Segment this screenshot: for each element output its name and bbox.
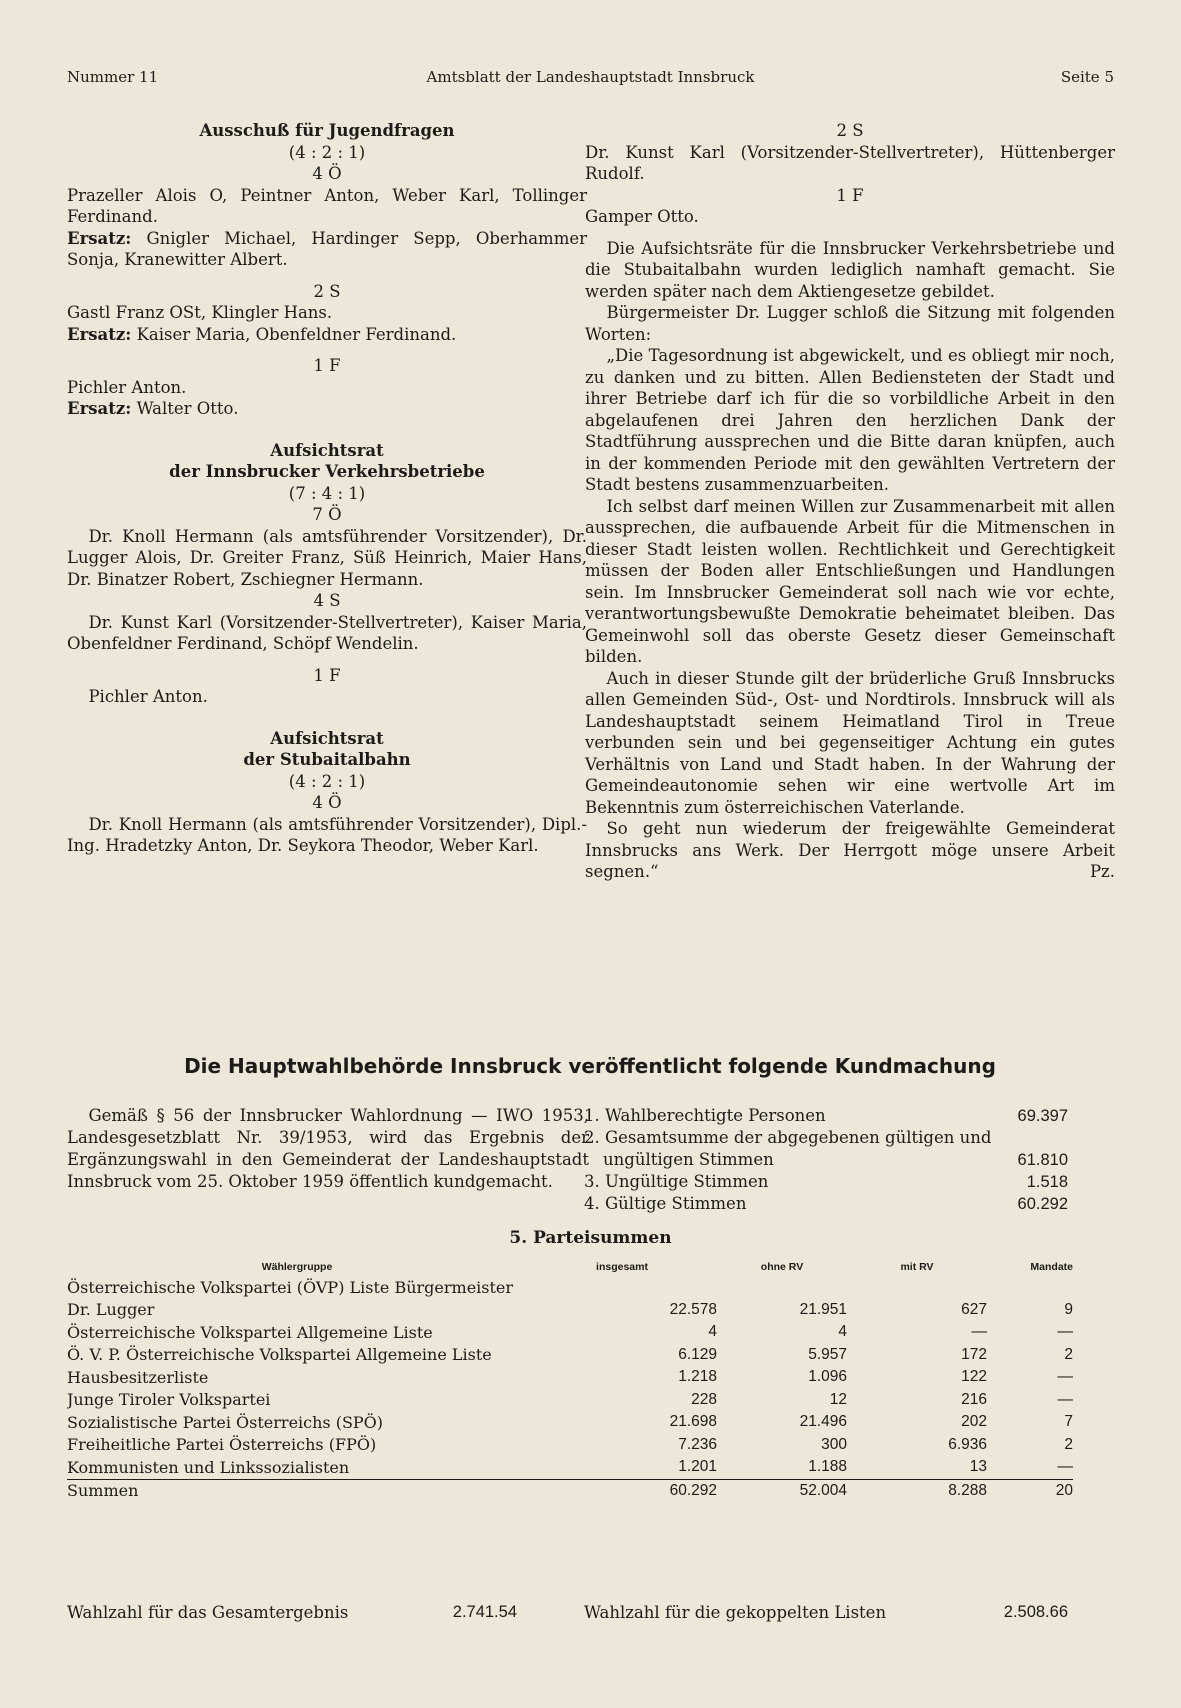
stat-row (584, 1193, 1068, 1215)
table-row (67, 1456, 1073, 1479)
wahlzahl-coupled-value: 2.508.66 (1003, 1603, 1068, 1621)
col-header: Wählergruppe (261, 1261, 333, 1273)
group-head: 1 F (836, 185, 864, 205)
group-head: 7 Ö (312, 505, 342, 524)
ersatz-members: Gnigler Michael, Hardinger Sepp, Oberhammer Sonja, Kranewitter Albert. (67, 228, 587, 269)
cell-mandate (987, 1276, 1073, 1299)
cell-total: 22.578 (669, 1300, 717, 1318)
members: Dr. Knoll Hermann (als amtsführender Vorsitzender), Dipl.-Ing. Hradetzky Anton, Dr. Seykora Theodor, Weber Karl. (67, 814, 587, 855)
cell-total: 1.218 (678, 1368, 717, 1386)
issue-number: Nummer 11 (67, 68, 159, 86)
stat-value: 1.518 (1026, 1173, 1068, 1191)
members: Gamper Otto. (585, 207, 699, 226)
stat-label: 1. Wahlberechtigte Personen (584, 1106, 826, 1125)
members: Pichler Anton. (88, 687, 208, 706)
cell-mandate: — (1057, 1368, 1073, 1386)
notice-title: Die Hauptwahlbehörde Innsbruck veröffentlicht folgende Kundmachung (184, 1054, 996, 1078)
publication-title: Amtsblatt der Landeshauptstadt Innsbruck (426, 68, 755, 86)
group-head: 4 Ö (312, 793, 342, 812)
table-row (67, 1344, 1073, 1367)
cell-mit-rv: 122 (961, 1368, 987, 1386)
paragraph: Auch in dieser Stunde gilt der brüderliche Gruß Innsbrucks allen Gemeinden Süd-, Ost- und Nordtirols. Innsbruck will als Landeshauptstadt seinem Heimatland Tirol in Treue verbunden sein und bei gegenseitiger Achtung ein gutes Verhältnis von Land und Stadt haben. In der Wahrung der Gemeindeautonomie sehen wir eine wertvolle Art im Bekenntnis zum österreichischen Vaterlande. (585, 668, 1115, 817)
cell-mandate: — (1057, 1323, 1073, 1341)
cell-total (527, 1276, 717, 1299)
sum-label: Summen (67, 1479, 527, 1502)
table-row (67, 1389, 1073, 1412)
table-header-row (67, 1258, 1073, 1276)
cell-ohne-rv (717, 1276, 847, 1299)
ratio: (4 : 2 : 1) (288, 771, 366, 791)
stat-label: 3. Ungültige Stimmen (584, 1172, 769, 1191)
section-title: Aufsichtsrat (270, 728, 384, 748)
members: Gastl Franz OSt, Klingler Hans. (67, 303, 333, 322)
left-column (67, 120, 587, 857)
col-header: mit RV (900, 1261, 934, 1273)
ersatz-line (67, 398, 587, 420)
stat-row (584, 1171, 1068, 1193)
cell-mit-rv: — (971, 1323, 987, 1341)
sum-ohne-rv: 52.004 (717, 1479, 847, 1502)
ersatz-members: Walter Otto. (136, 399, 239, 418)
table-row (67, 1321, 1073, 1344)
wahlzahl-coupled-label: Wahlzahl für die gekoppelten Listen (584, 1603, 887, 1622)
members: Dr. Knoll Hermann (als amtsführender Vorsitzender), Dr. Lugger Alois, Dr. Greiter Franz, Süß Heinrich, Maier Hans, Dr. Binatzer Robert, Zschiegner Hermann. (67, 526, 587, 589)
cell-total: 21.698 (669, 1413, 717, 1431)
wahlzahl-total-value: 2.741.54 (452, 1603, 517, 1621)
cell-mit-rv: 13 (969, 1458, 987, 1476)
cell-mit-rv (847, 1276, 987, 1299)
page-number: Seite 5 (1060, 68, 1114, 86)
cell-ohne-rv: 1.188 (808, 1458, 847, 1476)
party-name: Hausbesitzerliste (67, 1367, 209, 1387)
group-head: 1 F (313, 356, 341, 375)
stat-row (584, 1127, 1068, 1149)
stat-label: 4. Gültige Stimmen (584, 1194, 747, 1213)
cell-mandate: 7 (1064, 1413, 1073, 1431)
cell-total: 6.129 (678, 1345, 717, 1363)
section-subtitle: der Stubaitalbahn (243, 750, 411, 769)
paragraph (585, 818, 1115, 883)
stat-value: 69.397 (1017, 1107, 1068, 1125)
table-row (67, 1411, 1073, 1434)
sum-mit-rv: 8.288 (847, 1479, 987, 1502)
ersatz-label: Ersatz: (67, 324, 132, 344)
cell-ohne-rv: 12 (829, 1390, 847, 1408)
cell-mandate: 2 (1064, 1345, 1073, 1363)
cell-total: 1.201 (678, 1458, 717, 1476)
ersatz-line (67, 324, 587, 346)
paragraph: „Die Tagesordnung ist abgewickelt, und es obliegt mir noch, zu danken und zu bitten. Allen Bediensteten der Stadt und ihrer Betriebe darf ich für die so vorbildliche Arbeit in den abgelaufenen drei Jahren den herzlichen Dank der Stadtführung aussprechen und die Bitte daran knüpfen, auch in der kommenden Periode mit den gewählten Vertretern der Stadt bestens zusammenzuarbeiten. (585, 346, 1115, 494)
table-row (67, 1299, 1073, 1322)
party-name: Junge Tiroler Volkspartei (67, 1390, 271, 1410)
party-name: Österreichische Volkspartei (ÖVP) Liste Bürgermeister (67, 1277, 514, 1297)
right-column (585, 120, 1115, 883)
cell-total: 228 (691, 1390, 717, 1408)
cell-ohne-rv: 300 (821, 1435, 847, 1453)
cell-mit-rv: 216 (961, 1390, 987, 1408)
group-head: 4 S (313, 591, 341, 610)
cell-ohne-rv: 21.496 (799, 1413, 847, 1431)
group-head: 2 S (313, 281, 341, 301)
closing-text: So geht nun wiederum der freigewählte Gemeinderat Innsbrucks ans Werk. Der Herrgott möge unsere Arbeit segnen.“ (585, 819, 1115, 881)
sum-mandate: 20 (987, 1479, 1073, 1502)
stats-list (584, 1105, 1068, 1215)
ratio: (7 : 4 : 1) (288, 483, 366, 503)
cell-ohne-rv: 5.957 (808, 1345, 847, 1363)
paragraph: Bürgermeister Dr. Lugger schloß die Sitzung mit folgenden Worten: (585, 303, 1115, 344)
ersatz-label: Ersatz: (67, 228, 132, 248)
members: Prazeller Alois O, Peintner Anton, Weber Karl, Tollinger Ferdinand. (67, 185, 587, 226)
party-name: Freiheitliche Partei Österreichs (FPÖ) (67, 1435, 377, 1455)
section-heading: 5. Parteisummen (509, 1228, 672, 1248)
members: Dr. Kunst Karl (Vorsitzender-Stellvertreter), Hüttenberger Rudolf. (585, 142, 1115, 183)
cell-mit-rv: 627 (961, 1300, 987, 1318)
group-head: 4 Ö (312, 164, 342, 183)
ersatz-label: Ersatz: (67, 399, 132, 418)
ersatz-members: Kaiser Maria, Obenfeldner Ferdinand. (136, 324, 457, 344)
party-name: Ö. V. P. Österreichische Volkspartei Allgemeine Liste (67, 1345, 492, 1365)
cell-mit-rv: 202 (961, 1413, 987, 1431)
stat-row (584, 1149, 1068, 1171)
signature: Pz. (1089, 862, 1115, 881)
sum-total: 60.292 (527, 1479, 717, 1502)
cell-mandate: — (1057, 1458, 1073, 1476)
notice-intro: Gemäß § 56 der Innsbrucker Wahlordnung — IWO 1953, Landesgesetzblatt Nr. 39/1953, wird das Ergebnis der Ergänzungswahl in den Gemeinderat der Landeshauptstadt Innsbruck vom 25. Oktober 1959 öffentlich kundgemacht. (67, 1106, 589, 1191)
stat-value: 60.292 (1017, 1195, 1068, 1213)
cell-mit-rv: 172 (961, 1345, 987, 1363)
members: Pichler Anton. (67, 377, 187, 397)
wahlzahl-total (67, 1603, 517, 1622)
section-title: Ausschuß für Jugendfragen (199, 121, 455, 140)
stat-label: ungültigen Stimmen (603, 1150, 774, 1169)
section-subtitle: der Innsbrucker Verkehrsbetriebe (169, 462, 485, 481)
paragraph: Ich selbst darf meinen Willen zur Zusammenarbeit mit allen aussprechen, die aufbauende Arbeit für die Mitmenschen in dieser Stadt leisten wollen. Rechtlichkeit und Gerechtigkeit müssen der Boden aller Entschließungen und Handlungen sein. Im Innsbrucker Gemeinderat soll nach wie vor echte, verantwortungsbewußte Demokratie beheimatet bleiben. Das Gemeinwohl soll das oberste Gesetz dieser Gemeinschaft bilden. (585, 496, 1115, 666)
cell-ohne-rv: 4 (838, 1323, 847, 1341)
cell-mit-rv: 6.936 (948, 1435, 987, 1453)
party-name: Österreichische Volkspartei Allgemeine Liste (67, 1322, 433, 1342)
stat-value: 61.810 (1017, 1151, 1068, 1169)
cell-mandate: — (1057, 1390, 1073, 1408)
col-header: ohne RV (760, 1261, 804, 1273)
table-row (67, 1276, 1073, 1299)
group-head: 2 S (836, 121, 864, 140)
cell-total: 4 (708, 1323, 717, 1341)
cell-mandate: 2 (1064, 1435, 1073, 1453)
ersatz-line (67, 228, 587, 271)
party-name: Dr. Lugger (67, 1300, 155, 1320)
wahlzahl-coupled (584, 1603, 1068, 1622)
cell-mandate: 9 (1064, 1300, 1073, 1318)
stat-row (584, 1105, 1068, 1127)
paragraph: Die Aufsichtsräte für die Innsbrucker Verkehrsbetriebe und die Stubaitalbahn wurden lediglich namhaft gemacht. Sie werden später nach dem Aktiengesetze gebildet. (585, 238, 1115, 301)
table-row (67, 1434, 1073, 1457)
sum-row (67, 1479, 1073, 1502)
wahlzahl-total-label: Wahlzahl für das Gesamtergebnis (67, 1603, 349, 1622)
col-header: Mandate (1030, 1261, 1073, 1273)
page-header (67, 68, 1114, 90)
party-name: Kommunisten und Linkssozialisten (67, 1457, 350, 1477)
party-totals-table (67, 1258, 1073, 1502)
members: Dr. Kunst Karl (Vorsitzender-Stellvertreter), Kaiser Maria, Obenfeldner Ferdinand, Schöpf Wendelin. (67, 612, 587, 653)
cell-ohne-rv: 1.096 (808, 1368, 847, 1386)
party-name: Sozialistische Partei Österreichs (SPÖ) (67, 1412, 384, 1432)
ratio: (4 : 2 : 1) (288, 142, 366, 162)
section-title: Aufsichtsrat (270, 440, 384, 460)
cell-total: 7.236 (678, 1435, 717, 1453)
table-row (67, 1366, 1073, 1389)
stat-label: 2. Gesamtsumme der abgegebenen gültigen und (584, 1128, 992, 1147)
cell-ohne-rv: 21.951 (799, 1300, 847, 1318)
group-head: 1 F (313, 665, 341, 685)
col-header: insgesamt (596, 1261, 648, 1273)
